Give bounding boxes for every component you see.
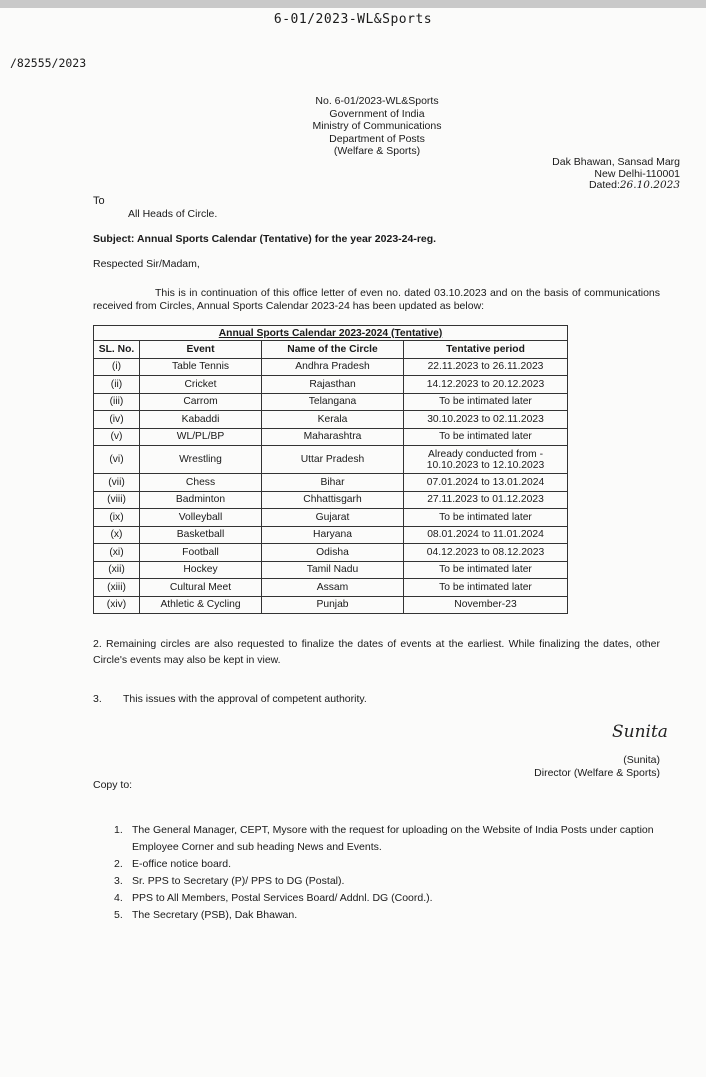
- addressee: All Heads of Circle.: [128, 208, 218, 220]
- sender-address: [552, 157, 680, 192]
- cell-event: Football: [140, 544, 262, 562]
- copy-list: [114, 822, 664, 924]
- col-header-event: Event: [140, 341, 262, 359]
- paragraph-3: [93, 693, 367, 705]
- list-item-text: PPS to All Members, Postal Services Board/ Addnl. DG (Coord.).: [132, 892, 433, 904]
- table-row: [94, 561, 568, 579]
- list-item: [114, 890, 664, 907]
- cell-event: WL/PL/BP: [140, 428, 262, 446]
- cell-circle: Haryana: [262, 526, 404, 544]
- table-title: Annual Sports Calendar 2023-2024 (Tentative): [94, 326, 568, 341]
- letter-header: [260, 95, 494, 158]
- cell-circle: Andhra Pradesh: [262, 358, 404, 376]
- header-department: Department of Posts: [329, 132, 425, 145]
- cell-period: 07.01.2024 to 13.01.2024: [404, 474, 568, 492]
- cell-sl: (xiv): [94, 596, 140, 614]
- cell-event: Hockey: [140, 561, 262, 579]
- sports-calendar-table: [93, 325, 568, 614]
- cell-circle: Chhattisgarh: [262, 491, 404, 509]
- list-item-text: Sr. PPS to Secretary (P)/ PPS to DG (Postal).: [132, 875, 345, 887]
- table-row: [94, 376, 568, 394]
- table-row: [94, 474, 568, 492]
- table-row: [94, 544, 568, 562]
- cell-event: Wrestling: [140, 446, 262, 474]
- cell-event: Kabaddi: [140, 411, 262, 429]
- table-row: [94, 446, 568, 474]
- cell-sl: (iii): [94, 393, 140, 411]
- table-row: [94, 358, 568, 376]
- cell-event: Carrom: [140, 393, 262, 411]
- table-row: [94, 509, 568, 527]
- cell-period: 30.10.2023 to 02.11.2023: [404, 411, 568, 429]
- cell-period: 22.11.2023 to 26.11.2023: [404, 358, 568, 376]
- cell-sl: (v): [94, 428, 140, 446]
- list-item-number: 3.: [114, 875, 123, 887]
- col-header-circle: Name of the Circle: [262, 341, 404, 359]
- cell-period: November-23: [404, 596, 568, 614]
- paragraph-2: 2. Remaining circles are also requested to finalize the dates of events at the earliest. While finalizing the dates, other Circle's events may also be kept in view.: [93, 638, 660, 666]
- signatory-block: [534, 754, 660, 780]
- list-item-number: 4.: [114, 892, 123, 904]
- table-row: [94, 579, 568, 597]
- list-item-number: 2.: [114, 858, 123, 870]
- cell-period: To be intimated later: [404, 579, 568, 597]
- subject-line: Subject: Annual Sports Calendar (Tentative) for the year 2023-24-reg.: [93, 233, 437, 245]
- table-row: [94, 526, 568, 544]
- paragraph-3-number: 3.: [93, 693, 102, 705]
- paragraph-3-text: This issues with the approval of competent authority.: [123, 693, 367, 705]
- file-number: /82555/2023: [10, 56, 87, 70]
- cell-period: To be intimated later: [404, 509, 568, 527]
- cell-event: Basketball: [140, 526, 262, 544]
- signer-name: (Sunita): [623, 754, 660, 766]
- table-row: [94, 596, 568, 614]
- cell-circle: Uttar Pradesh: [262, 446, 404, 474]
- cell-circle: Bihar: [262, 474, 404, 492]
- cell-sl: (vi): [94, 446, 140, 474]
- cell-circle: Telangana: [262, 393, 404, 411]
- signer-title: Director (Welfare & Sports): [534, 767, 660, 779]
- date-line: [552, 180, 680, 192]
- cell-event: Volleyball: [140, 509, 262, 527]
- col-header-period: Tentative period: [404, 341, 568, 359]
- cell-event: Cultural Meet: [140, 579, 262, 597]
- cell-sl: (vii): [94, 474, 140, 492]
- list-item-text: E-office notice board.: [132, 858, 232, 870]
- cell-sl: (ix): [94, 509, 140, 527]
- table-row: [94, 491, 568, 509]
- cell-sl: (iv): [94, 411, 140, 429]
- address-line-1: Dak Bhawan, Sansad Marg: [552, 156, 680, 168]
- cell-sl: (ii): [94, 376, 140, 394]
- scan-top-strip: [0, 0, 706, 8]
- list-item: [114, 907, 664, 924]
- col-header-sl-no: SL. No.: [94, 341, 140, 359]
- header-ministry: Ministry of Communications: [312, 120, 442, 133]
- list-item: [114, 873, 664, 890]
- header-government: Government of India: [329, 107, 425, 120]
- list-item: [114, 856, 664, 873]
- list-item-number: 1.: [114, 824, 123, 836]
- list-item-text: The Secretary (PSB), Dak Bhawan.: [132, 909, 298, 921]
- cell-sl: (xi): [94, 544, 140, 562]
- list-item: [114, 822, 664, 856]
- cell-circle: Kerala: [262, 411, 404, 429]
- letter-number: No. 6-01/2023-WL&Sports: [315, 95, 439, 107]
- cell-period: 14.12.2023 to 20.12.2023: [404, 376, 568, 394]
- cell-circle: Rajasthan: [262, 376, 404, 394]
- cell-period: To be intimated later: [404, 561, 568, 579]
- cell-sl: (xii): [94, 561, 140, 579]
- handwritten-signature: Sunita: [612, 722, 668, 742]
- table-row: [94, 428, 568, 446]
- cell-sl: (x): [94, 526, 140, 544]
- cell-period: Already conducted from - 10.10.2023 to 12.10.2023: [404, 446, 568, 474]
- paragraph-1: This is in continuation of this office letter of even no. dated 03.10.2023 and on the basis of communications received from Circles, Annual Sports Calendar 2023-24 has been updated as below:: [93, 287, 660, 312]
- header-division: (Welfare & Sports): [333, 145, 421, 158]
- cell-period: 08.01.2024 to 11.01.2024: [404, 526, 568, 544]
- cell-period: To be intimated later: [404, 428, 568, 446]
- cell-circle: Assam: [262, 579, 404, 597]
- address-line-2: New Delhi-110001: [594, 167, 680, 180]
- cell-event: Cricket: [140, 376, 262, 394]
- to-label: To: [93, 195, 105, 207]
- cell-event: Table Tennis: [140, 358, 262, 376]
- cell-circle: Maharashtra: [262, 428, 404, 446]
- cell-circle: Gujarat: [262, 509, 404, 527]
- dated-value: 26.10.2023: [619, 179, 680, 192]
- cell-sl: (xiii): [94, 579, 140, 597]
- cell-period: 04.12.2023 to 08.12.2023: [404, 544, 568, 562]
- cell-circle: Tamil Nadu: [262, 561, 404, 579]
- top-reference: 6-01/2023-WL&Sports: [273, 12, 433, 27]
- salutation: Respected Sir/Madam,: [93, 258, 200, 270]
- cell-event: Badminton: [140, 491, 262, 509]
- table-row: [94, 393, 568, 411]
- copy-to-label: Copy to:: [93, 779, 133, 791]
- dated-label: Dated:: [588, 179, 620, 192]
- table-row: [94, 411, 568, 429]
- list-item-number: 5.: [114, 909, 123, 921]
- cell-circle: Odisha: [262, 544, 404, 562]
- cell-event: Athletic & Cycling: [140, 596, 262, 614]
- cell-period: 27.11.2023 to 01.12.2023: [404, 491, 568, 509]
- cell-event: Chess: [140, 474, 262, 492]
- list-item-text: The General Manager, CEPT, Mysore with the request for uploading on the Website of India Posts under caption Employee Corner and sub heading News and Events.: [132, 824, 654, 853]
- cell-circle: Punjab: [262, 596, 404, 614]
- cell-sl: (viii): [94, 491, 140, 509]
- cell-period: To be intimated later: [404, 393, 568, 411]
- cell-sl: (i): [94, 358, 140, 376]
